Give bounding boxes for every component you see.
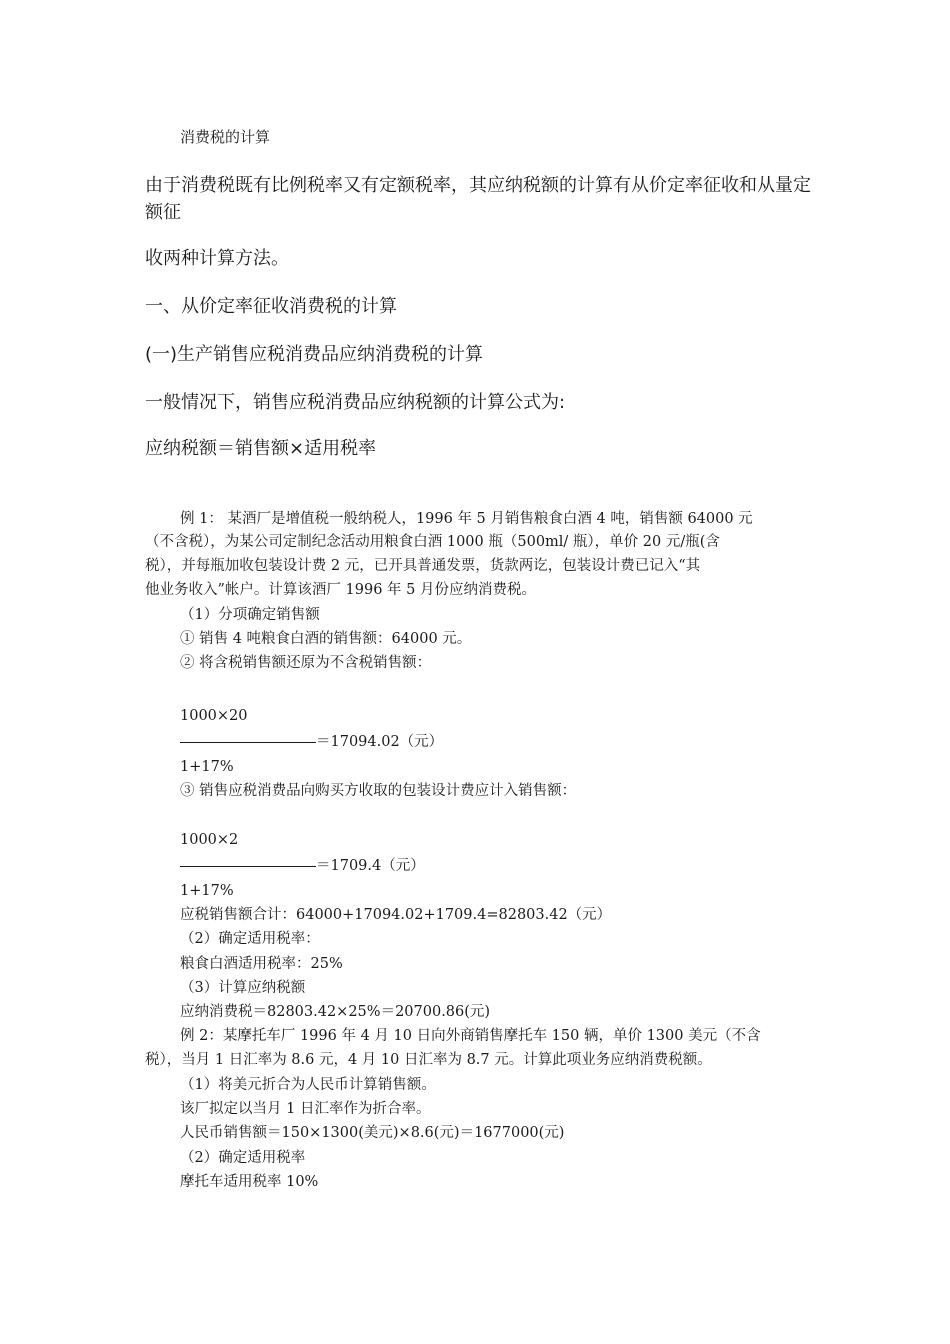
example1-item-1: ① 销售 4 吨粮食白酒的销售额：64000 元。	[180, 631, 472, 647]
example2-rate-choice: 该厂拟定以当月 1 日汇率作为折合率。	[180, 1101, 431, 1117]
fraction1-bar	[180, 742, 316, 743]
example1-item-2: ② 将含税销售额还原为不含税销售额：	[180, 655, 432, 671]
fraction2-bar	[180, 866, 316, 867]
example1-rate: 粮食白酒适用税率：25%	[180, 956, 343, 972]
example1-line-1: 例 1： 某酒厂是增值税一般纳税人，1996 年 5 月销售粮食白酒 4 吨，销售额 64000 元	[180, 511, 753, 527]
general-formula-intro: 一般情况下，销售应税消费品应纳税额的计算公式为:	[145, 392, 566, 413]
example1-line-4: 他业务收入”帐户。计算该酒厂 1996 年 5 月份应纳消费税。	[145, 582, 536, 598]
example2-step-1: （1）将美元折合为人民币计算销售额。	[180, 1077, 436, 1093]
example1-step-3: （3）计算应纳税额	[180, 980, 306, 996]
example2-line-1: 例 2：某摩托车厂 1996 年 4 月 10 日向外商销售摩托车 150 辆，单价 1300 美元（不含	[180, 1028, 761, 1044]
section-heading: 一、从价定率征收消费税的计算	[145, 296, 397, 317]
example2-step-2: （2）确定适用税率	[180, 1150, 306, 1166]
example1-line-3: 税），并每瓶加收包装设计费 2 元，已开具普通发票，货款两讫，包装设计费已记入“其	[145, 558, 701, 574]
example2-rmb-sales: 人民币销售额＝150×1300(美元)×8.6(元)＝1677000(元)	[180, 1125, 565, 1141]
example1-item-3: ③ 销售应税消费品向购买方收取的包装设计费应计入销售额：	[180, 783, 577, 799]
intro-paragraph-line-2: 收两种计算方法。	[145, 248, 289, 269]
fraction2-result: ＝1709.4（元）	[316, 858, 425, 874]
example1-tax-result: 应纳消费税＝82803.42×25%＝20700.86(元)	[180, 1004, 491, 1020]
fraction2-numerator: 1000×2	[180, 832, 239, 848]
subsection-heading: (一)生产销售应税消费品应纳消费税的计算	[145, 344, 484, 365]
example2-line-2: 税），当月 1 日汇率为 8.6 元，4 月 10 日汇率为 8.7 元。计算此项业务应纳消费税额。	[145, 1052, 712, 1068]
example1-step-1: （1）分项确定销售额	[180, 607, 320, 623]
tax-formula: 应纳税额＝销售额×适用税率	[145, 438, 377, 459]
intro-paragraph-line-1: 由于消费税既有比例税率又有定额税率，其应纳税额的计算有从价定率征收和从量定额征	[145, 175, 811, 223]
doc-title: 消费税的计算	[180, 128, 271, 146]
fraction1-numerator: 1000×20	[180, 708, 248, 724]
example1-step-2: （2）确定适用税率：	[180, 931, 320, 947]
example2-rate: 摩托车适用税率 10%	[180, 1174, 319, 1190]
example1-line-2: （不含税），为某公司定制纪念活动用粮食白酒 1000 瓶（500ml/ 瓶），单价 20 元/瓶(含	[145, 534, 720, 550]
fraction1-result: ＝17094.02（元）	[316, 734, 444, 750]
fraction1-denominator: 1+17%	[180, 759, 234, 775]
fraction2-denominator: 1+17%	[180, 883, 234, 899]
example1-total-sales: 应税销售额合计：64000+17094.02+1709.4=82803.42（元）	[180, 907, 612, 923]
